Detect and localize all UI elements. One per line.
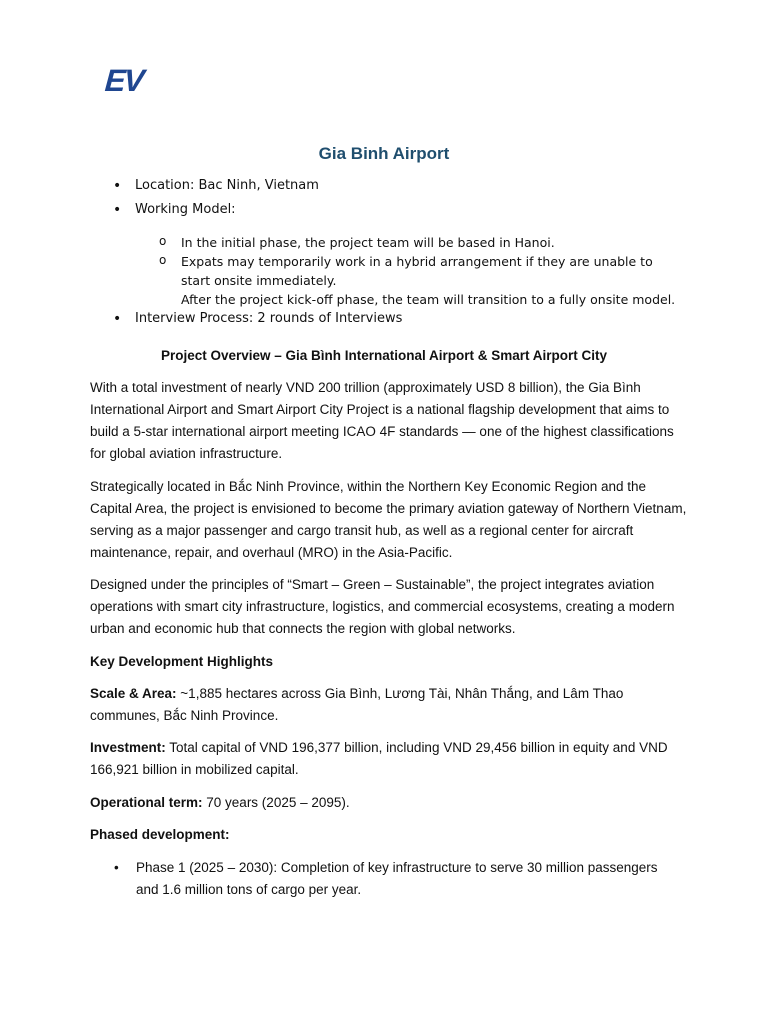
bullet-working-model: • Working Model:: [135, 202, 236, 217]
highlight-investment: [90, 737, 690, 781]
investment-text: Total capital of VND 196,377 billion, including VND 29,456 billion in equity and VND 166,921 billion in mobilized capital.: [90, 740, 668, 777]
term-label: Operational term:: [90, 795, 203, 810]
scale-text: ~1,885 hectares across Gia Bình, Lương Tài, Nhân Thắng, and Lâm Thao communes, Bắc Ninh Province.: [90, 686, 624, 723]
overview-heading: Project Overview – Gia Bình International Airport & Smart Airport City: [160, 348, 608, 363]
page-title: Gia Binh Airport: [318, 144, 450, 163]
investment-label: Investment:: [90, 740, 166, 755]
ev-logo: EV: [103, 63, 144, 98]
bullet-location: • Location: Bac Ninh, Vietnam: [135, 178, 319, 193]
bullet-interview: • Interview Process: 2 rounds of Interviews: [135, 311, 402, 326]
phased-development-label: Phased development:: [90, 827, 230, 842]
sub-bullet-initial-phase: o In the initial phase, the project team will be based in Hanoi.: [181, 233, 681, 252]
sub-bullet-expats: o Expats may temporarily work in a hybrid arrangement if they are unable to start onsite immediately.: [181, 252, 676, 290]
highlights-heading: Key Development Highlights: [90, 654, 274, 669]
paragraph-location-strategy: Strategically located in Bắc Ninh Province, within the Northern Key Economic Region and the Capital Area, the project is envisioned to become the primary aviation gateway of Northern Vietnam, serving as a major passenger and cargo transit hub, as well as a regional center for aircraft maintenance, repair, and overhaul (MRO) in the Asia-Pacific.: [90, 479, 687, 560]
bullet-phase-1: • Phase 1 (2025 – 2030): Completion of key infrastructure to serve 30 million passengers and 1.6 million tons of cargo per year.: [136, 857, 681, 901]
term-text: 70 years (2025 – 2095).: [202, 795, 350, 810]
sub-line-kickoff: After the project kick-off phase, the team will transition to a fully onsite model.: [181, 292, 676, 307]
scale-label: Scale & Area:: [90, 686, 177, 701]
paragraph-design-principles: Designed under the principles of “Smart – Green – Sustainable”, the project integrates aviation operations with smart city infrastructure, logistics, and commercial ecosystems, creating a modern urban and economic hub that connects the region with global networks.: [90, 577, 675, 636]
highlight-scale: [90, 683, 690, 727]
paragraph-investment-overview: With a total investment of nearly VND 200 trillion (approximately USD 8 billion), the Gia Bình International Airport and Smart Airport City Project is a national flagship development that aims to build a 5-star international airport meeting ICAO 4F standards — one of the highest classifications for global aviation infrastructure.: [90, 380, 674, 461]
highlight-operational-term: [90, 792, 690, 814]
